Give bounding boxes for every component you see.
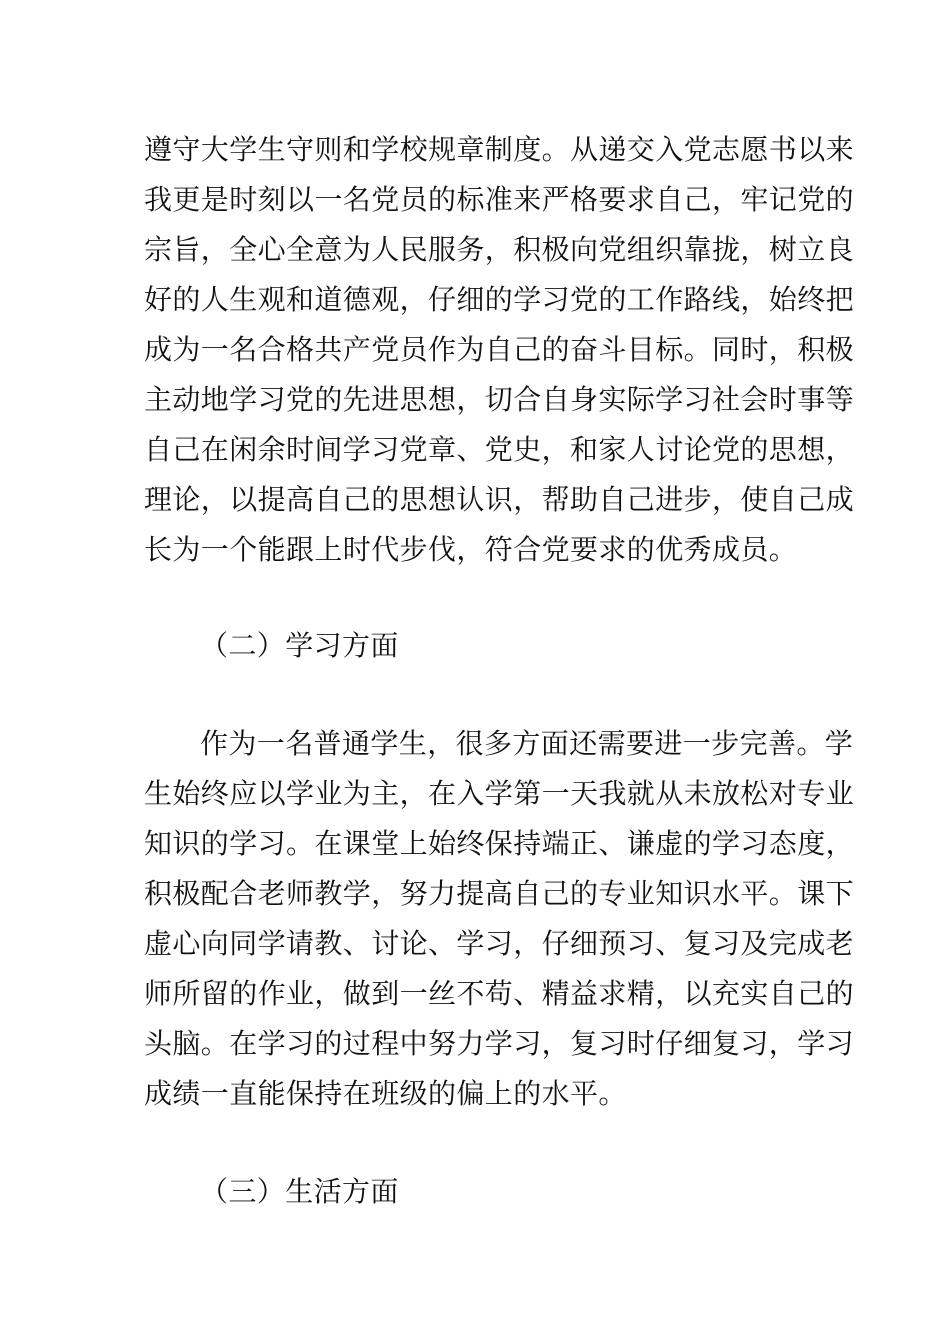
section-heading-study: （二）学习方面 bbox=[200, 629, 399, 662]
paragraph-line: 师所留的作业，做到一丝不苟、精益求精，以充实自己的 bbox=[144, 977, 855, 1010]
paragraph-line: 主动地学习党的先进思想，切合自身实际学习社会时事等 bbox=[144, 383, 855, 416]
section-heading-life: （三）生活方面 bbox=[200, 1175, 399, 1208]
paragraph-line: 生始终应以学业为主，在入学第一天我就从未放松对专业 bbox=[144, 777, 855, 810]
paragraph-line: 长为一个能跟上时代步伐，符合党要求的优秀成员。 bbox=[144, 533, 798, 566]
paragraph-line: 虚心向同学请教、讨论、学习，仔细预习、复习及完成老 bbox=[144, 927, 855, 960]
paragraph-line: 成绩一直能保持在班级的偏上的水平。 bbox=[144, 1077, 627, 1110]
paragraph-line: 自己在闲余时间学习党章、党史，和家人讨论党的思想， bbox=[144, 433, 855, 466]
paragraph-line: 理论，以提高自己的思想认识，帮助自己进步，使自己成 bbox=[144, 483, 855, 516]
paragraph-line: 我更是时刻以一名党员的标准来严格要求自己，牢记党的 bbox=[144, 183, 855, 216]
paragraph-line: 宗旨，全心全意为人民服务，积极向党组织靠拢，树立良 bbox=[144, 233, 855, 266]
paragraph-line: 作为一名普通学生，很多方面还需要进一步完善。学 bbox=[200, 727, 854, 760]
paragraph-line: 遵守大学生守则和学校规章制度。从递交入党志愿书以来 bbox=[144, 133, 855, 166]
paragraph-line: 头脑。在学习的过程中努力学习，复习时仔细复习，学习 bbox=[144, 1027, 855, 1060]
paragraph-line: 成为一名合格共产党员作为自己的奋斗目标。同时，积极 bbox=[144, 333, 855, 366]
paragraph-line: 积极配合老师教学，努力提高自己的专业知识水平。课下 bbox=[144, 877, 855, 910]
paragraph-line: 好的人生观和道德观，仔细的学习党的工作路线，始终把 bbox=[144, 283, 855, 316]
paragraph-line: 知识的学习。在课堂上始终保持端正、谦虚的学习态度， bbox=[144, 827, 855, 860]
